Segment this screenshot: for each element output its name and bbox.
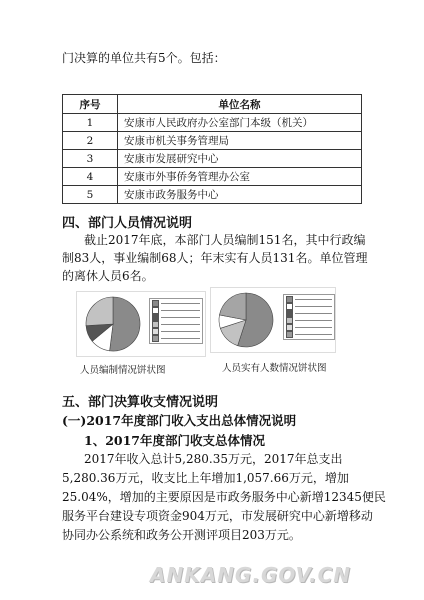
section-5-sub1: (一)2017年度部门收入支出总体情况说明	[62, 413, 297, 428]
legend-label-line	[295, 306, 332, 307]
legend-swatch	[286, 303, 293, 310]
row-unit-name: 安康市政务服务中心	[118, 186, 362, 204]
header-index: 序号	[63, 95, 118, 114]
header-unit-name: 单位名称	[118, 95, 362, 114]
actual-staff-pie-chart	[210, 287, 336, 353]
legend-item	[152, 314, 200, 321]
table-row	[63, 150, 362, 168]
table-row	[63, 132, 362, 150]
section-5-line: 协同办公系统和政务公开测评项目203万元。	[62, 528, 301, 542]
table-header-row	[63, 95, 362, 114]
row-unit-name: 安康市发展研究中心	[118, 150, 362, 168]
section-5-line: 2017年收入总计5,280.35万元，2017年总支出	[84, 452, 343, 466]
legend-item	[286, 331, 332, 338]
site-watermark: ANKANG.GOV.CN	[150, 563, 352, 587]
legend-label-line	[161, 317, 200, 318]
legend-item	[152, 300, 200, 307]
legend-label-line	[161, 331, 200, 332]
row-index: 1	[63, 114, 118, 132]
legend-swatch	[286, 324, 293, 331]
table-row	[63, 168, 362, 186]
staffing-pie-slices	[86, 297, 140, 351]
table-row	[63, 186, 362, 204]
legend-swatch	[286, 317, 293, 324]
row-unit-name: 安康市机关事务管理局	[118, 132, 362, 150]
row-unit-name: 安康市外事侨务管理办公室	[118, 168, 362, 186]
legend-label-line	[295, 320, 332, 321]
legend-swatch	[152, 314, 159, 321]
legend-item	[286, 303, 332, 310]
legend-item	[286, 296, 332, 303]
row-index: 2	[63, 132, 118, 150]
legend-label-line	[161, 310, 200, 311]
intro-line: 门决算的单位共有5个。包括：	[62, 51, 226, 65]
legend-label-line	[295, 327, 332, 328]
section-5-line: 25.04%，增加的主要原因是市政务服务中心新增12345便民	[62, 490, 386, 504]
section-5-line: 5,280.36万元，收支比上年增加1,057.66万元，增加	[62, 471, 349, 485]
legend-item	[152, 335, 200, 342]
legend-item	[152, 307, 200, 314]
actual-staff-pie-slices	[219, 293, 273, 347]
section-4-heading: 四、部门人员情况说明	[62, 216, 193, 231]
row-index: 5	[63, 186, 118, 204]
section-4-line: 制83人，事业编制68人；年末实有人员131名。单位管理	[62, 251, 368, 265]
actual-staff-pie-legend	[283, 294, 335, 340]
section-4-line: 的离休人员6名。	[62, 269, 154, 283]
pie-slice-1	[110, 297, 140, 351]
legend-swatch	[152, 300, 159, 307]
legend-label-line	[295, 334, 332, 335]
section-5-heading: 五、部门决算收支情况说明	[62, 395, 219, 410]
actual-staff-pie-caption: 人员实有人数情况饼状图	[222, 363, 327, 374]
legend-label-line	[295, 299, 332, 300]
legend-swatch	[286, 296, 293, 303]
legend-label-line	[295, 313, 332, 314]
legend-swatch	[286, 331, 293, 338]
legend-swatch	[152, 307, 159, 314]
row-index: 3	[63, 150, 118, 168]
section-5-line: 服务平台建设专项资金904万元，市发展研究中心新增移动	[62, 509, 373, 523]
legend-item	[286, 324, 332, 331]
legend-item	[286, 317, 332, 324]
units-table	[62, 94, 362, 204]
legend-swatch	[286, 310, 293, 317]
legend-swatch	[152, 335, 159, 342]
table-row	[63, 114, 362, 132]
pie-slice-4	[219, 293, 246, 320]
section-5-sub1-1: 1、2017年度部门收支总体情况	[84, 433, 265, 448]
legend-label-line	[161, 324, 200, 325]
staffing-pie-chart	[76, 291, 206, 357]
legend-label-line	[161, 303, 200, 304]
pie-slice-4	[86, 297, 113, 326]
row-unit-name: 安康市人民政府办公室部门本级（机关）	[118, 114, 362, 132]
legend-swatch	[152, 328, 159, 335]
legend-swatch	[152, 321, 159, 328]
staffing-pie-legend	[149, 298, 203, 344]
row-index: 4	[63, 168, 118, 186]
legend-item	[152, 328, 200, 335]
section-4-line: 截止2017年底，本部门人员编制151名，其中行政编	[84, 233, 366, 247]
legend-item	[286, 310, 332, 317]
legend-item	[152, 321, 200, 328]
staffing-pie-caption: 人员编制情况饼状图	[80, 365, 166, 376]
legend-label-line	[161, 338, 200, 339]
